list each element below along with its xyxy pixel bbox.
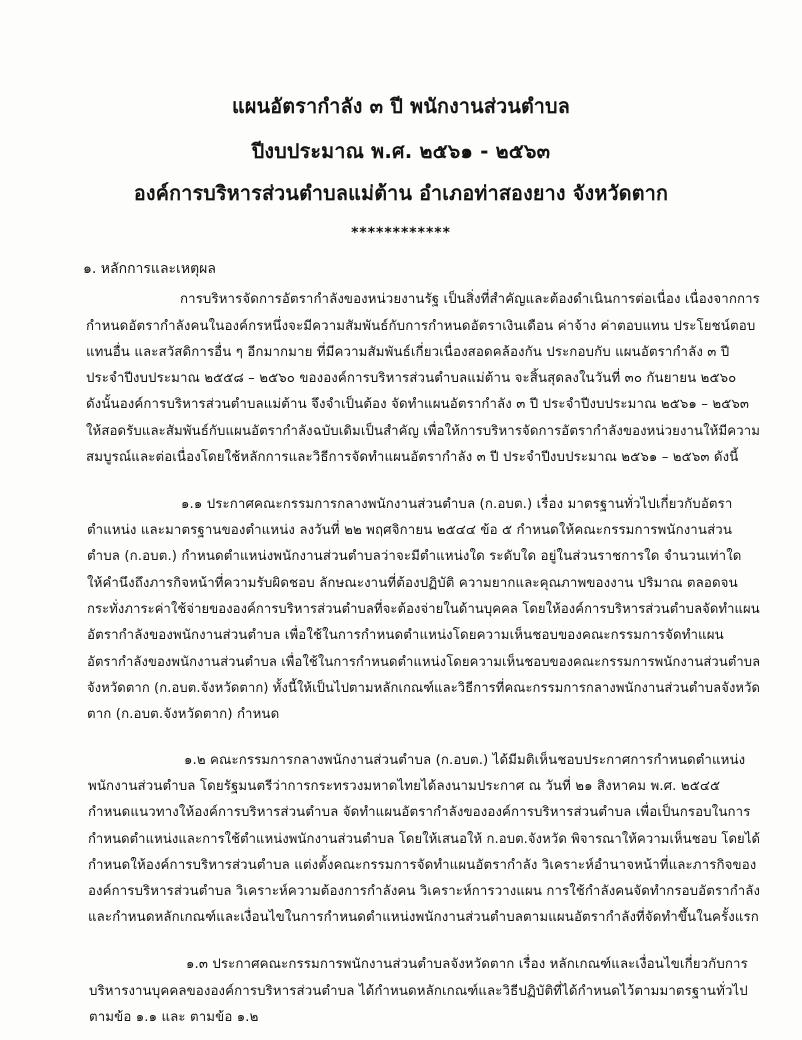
- section1-1-line: อัตรากำลังของพนักงานส่วนตำบล เพื่อใช้ในการกำหนดตำแหน่งโดยความเห็นชอบของคณะกรรมการพนักงานส่วนตำบล: [87, 655, 761, 670]
- section1-1-line: ให้คำนึงถึงภารกิจหน้าที่ความรับผิดชอบ ลักษณะงานที่ต้องปฏิบัติ ความยากและคุณภาพของงาน ปริมาณ ตลอดจน: [87, 576, 738, 591]
- section1-2-line: กำหนดแนวทางให้องค์การบริหารส่วนตำบล จัดทำแผนอัตรากำลังขององค์การบริหารส่วนตำบล เพื่อเป็นกรอบในการ: [88, 805, 751, 820]
- section1-line: ให้สอดรับและสัมพันธ์กับแผนอัตรากำลังฉบับเดิมเป็นสำคัญ เพื่อให้การบริหารจัดการอัตรากำลังของหน่วยงานให้มีความ: [86, 424, 761, 439]
- section1-2-line: องค์การบริหารส่วนตำบล วิเคราะห์ความต้องการกำลังคน วิเคราะห์การวางแผน การใช้กำลังคนจัดทำกรอบอัตรากำลัง: [88, 884, 761, 899]
- section1-1-line: ตำแหน่ง และมาตรฐานของตำแหน่ง ลงวันที่ ๒๒ พฤศจิกายน ๒๕๔๔ ข้อ ๕ กำหนดให้คณะกรรมการพนักงานส่วน: [87, 523, 733, 538]
- section1-line: การบริหารจัดการอัตรากำลังของหน่วยงานรัฐ เป็นสิ่งที่สำคัญและต้องดำเนินการต่อเนื่อง เนื่องจากการ: [180, 292, 760, 307]
- section1-line: ดังนั้นองค์การบริหารส่วนตำบลแม่ต้าน จึงจำเป็นต้อง จัดทำแผนอัตรากำลัง ๓ ปี ประจำปีงบประมาณ ๒๕๖๑ – ๒๕๖๓: [86, 397, 750, 412]
- section1-2-line: กำหนดตำแหน่งและการใช้ตำแหน่งพนักงานส่วนตำบล โดยให้เสนอให้ ก.อบต.จังหวัด พิจารณาให้ความเห็นชอบ โดยได้: [88, 832, 761, 847]
- section1-heading: ๑. หลักการและเหตุผล: [83, 261, 216, 277]
- section1-line: สมบูรณ์และต่อเนื่องโดยใช้หลักการและวิธีการจัดทำแผนอัตรากำลัง ๓ ปี ประจำปีงบประมาณ ๒๕๖๑ – ๒๕๖๓ ดังนี้: [86, 450, 739, 465]
- title-separator: ************: [351, 225, 451, 241]
- section1-2-line: พนักงานส่วนตำบล โดยรัฐมนตรีว่าการกระทรวงมหาดไทยได้ลงนามประกาศ ณ วันที่ ๒๑ สิงหาคม พ.ศ. ๒๕๔๕: [88, 779, 721, 794]
- section1-2-line: กำหนดให้องค์การบริหารส่วนตำบล แต่งตั้งคณะกรรมการจัดทำแผนอัตรากำลัง วิเคราะห์อำนาจหน้าที่และภารกิจของ: [88, 858, 757, 873]
- document-title-line3: องค์การบริหารส่วนตำบลแม่ต้าน อำเภอท่าสองยาง จังหวัดตาก: [133, 181, 669, 205]
- section1-3-line: ตามข้อ ๑.๑ และ ตามข้อ ๑.๒: [89, 1010, 259, 1025]
- section1-3-line: ๑.๓ ประกาศคณะกรรมการพนักงานส่วนตำบลจังหวัดตาก เรื่อง หลักเกณฑ์และเงื่อนไขเกี่ยวกับการ: [186, 957, 748, 972]
- section1-2-line: และกำหนดหลักเกณฑ์และเงื่อนไขในการกำหนดตำแหน่งพนักงานส่วนตำบลตามแผนอัตรากำลังที่จัดทำขึ้นในครั้งแรก: [88, 910, 759, 925]
- document-title-line1: แผนอัตรากำลัง ๓ ปี พนักงานส่วนตำบล: [231, 94, 571, 118]
- section1-1-line: ๑.๑ ประกาศคณะกรรมการกลางพนักงานส่วนตำบล (ก.อบต.) เรื่อง มาตรฐานทั่วไปเกี่ยวกับอัตรา: [181, 497, 733, 512]
- section1-line: ประจำปีงบประมาณ ๒๕๕๘ – ๒๕๖๐ ขององค์การบริหารส่วนตำบลแม่ต้าน จะสิ้นสุดลงในวันที่ ๓๐ กันยายน ๒๕๖๐: [86, 371, 737, 386]
- section1-3-line: บริหารงานบุคคลขององค์การบริหารส่วนตำบล ได้กำหนดหลักเกณฑ์และวิธีปฏิบัติที่ได้กำหนดไว้ตามมาตรฐานทั่วไป: [89, 984, 748, 999]
- section1-line: กำหนดอัตรากำลังคนในองค์กรหนึ่งจะมีความสัมพันธ์กับการกำหนดอัตราเงินเดือน ค่าจ้าง ค่าตอบแทน ประโยชน์ตอบ: [86, 319, 756, 334]
- section1-1-line: ตำบล (ก.อบต.) กำหนดตำแหน่งพนักงานส่วนตำบลว่าจะมีตำแหน่งใด ระดับใด อยู่ในส่วนราชการใด จำนวนเท่าใด: [87, 549, 742, 564]
- section1-line: แทนอื่น และสวัสดิการอื่น ๆ อีกมากมาย ที่มีความสัมพันธ์เกี่ยวเนื่องสอดคล้องกัน ประกอบกับ แผนอัตรากำลัง ๓ ปี: [86, 345, 730, 360]
- section1-1-line: อัตรากำลังของพนักงานส่วนตำบล เพื่อใช้ในการกำหนดตำแหน่งโดยความเห็นชอบของคณะกรรมการจัดทำแผน: [87, 628, 724, 643]
- document-title-line2: ปีงบประมาณ พ.ศ. ๒๕๖๑ - ๒๕๖๓: [251, 139, 551, 163]
- section1-2-line: ๑.๒ คณะกรรมการกลางพนักงานส่วนตำบล (ก.อบต.) ได้มีมติเห็นชอบประกาศการกำหนดตำแหน่ง: [184, 753, 746, 768]
- section1-1-line: กระทั่งภาระค่าใช้จ่ายขององค์การบริหารส่วนตำบลที่จะต้องจ่ายในด้านบุคคล โดยให้องค์การบริหารส่วนตำบลจัดทำแผน: [87, 602, 760, 617]
- section1-1-line: จังหวัดตาก (ก.อบต.จังหวัดตาก) ทั้งนี้ให้เป็นไปตามหลักเกณฑ์และวิธีการที่คณะกรรมการกลางพนักงานส่วนตำบลจังหวัด: [87, 681, 761, 696]
- section1-1-line: ตาก (ก.อบต.จังหวัดตาก) กำหนด: [87, 707, 280, 722]
